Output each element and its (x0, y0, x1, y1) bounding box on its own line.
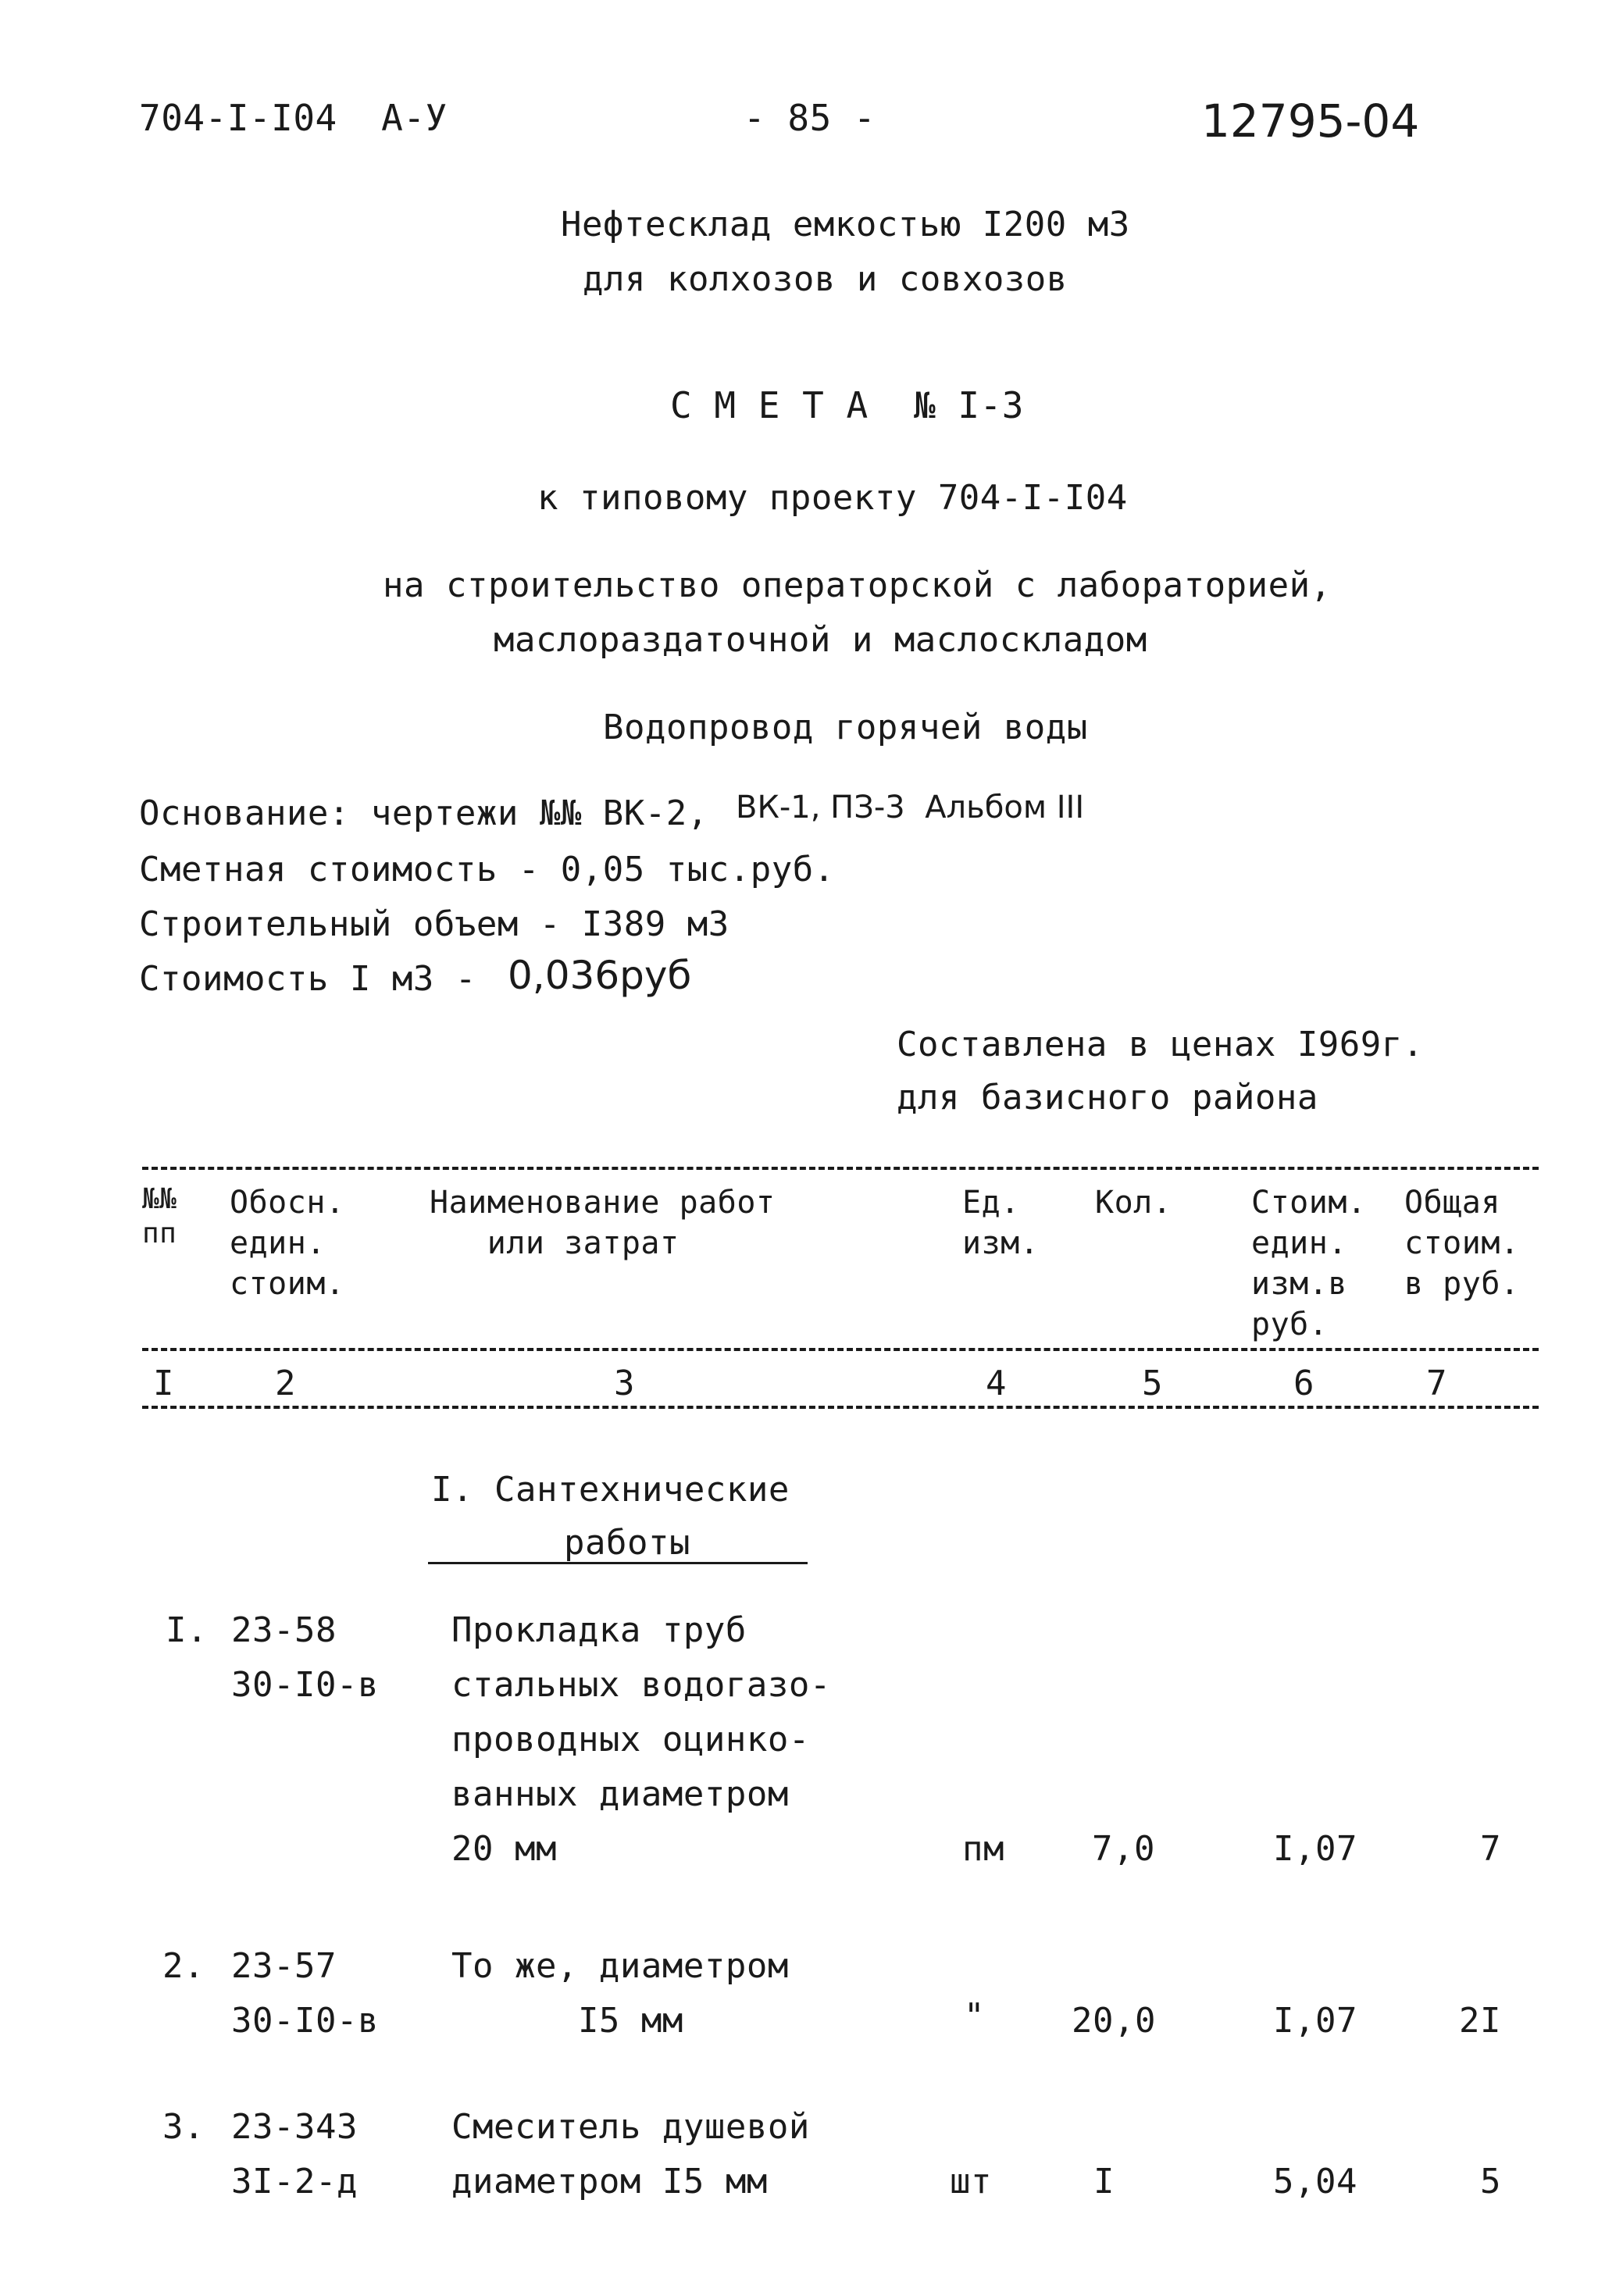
row-1-name-1: Прокладка труб (451, 1610, 747, 1650)
col-number-7: 7 (1426, 1364, 1447, 1403)
smeta-heading: С М Е Т А (670, 384, 869, 426)
row-1-basis-2: 30-I0-в (231, 1665, 379, 1705)
row-3-basis-1: 23-343 (231, 2107, 358, 2147)
row-2-name-2: I5 мм (451, 2001, 683, 2041)
col-header-6: Стоим. един. изм.в руб. (1251, 1185, 1367, 1342)
works-section-title: I. Сантехнические (431, 1470, 790, 1510)
row-3-basis-2: 3I-2-д (231, 2162, 358, 2202)
basis-label: Основание: чертежи №№ ВК-2, (139, 793, 708, 833)
title-line-1: Нефтесклад емкостью I200 м3 (561, 205, 1130, 244)
table-header-rule (142, 1348, 1539, 1351)
col-number-5: 5 (1142, 1364, 1163, 1403)
row-2-basis-2: 30-I0-в (231, 2001, 379, 2041)
section-underline (428, 1562, 808, 1564)
col-header-7: Общая стоим. в руб. (1404, 1185, 1520, 1302)
works-section-title-2: работы (564, 1523, 690, 1563)
basis-handwritten: ВК-1, ПЗ-3 Альбом III (736, 790, 1085, 825)
row-3-name-1: Смеситель душевой (451, 2107, 810, 2147)
row-2-number: 2. (162, 1946, 205, 1986)
title-line-2: для колхозов и совхозов (583, 259, 1068, 299)
row-3-unit: шт (950, 2162, 992, 2202)
purpose-line-1: на строительство операторской с лабораторией, (383, 565, 1332, 605)
row-3-number: 3. (162, 2107, 205, 2147)
smeta-number: № I-3 (914, 384, 1024, 426)
row-2-basis-1: 23-57 (231, 1946, 337, 1986)
col-header-3: Наименование работ или затрат (430, 1185, 776, 1261)
col-number-6: 6 (1293, 1364, 1314, 1403)
estimated-cost: Сметная стоимость - 0,05 тыс.руб. (139, 850, 835, 890)
row-1-number: I. (166, 1610, 208, 1650)
archive-stamp-number: 12795-04 (1201, 94, 1420, 148)
row-3-name-2: диаметром I5 мм (451, 2162, 768, 2202)
col-header-2: Обосн. един. стоим. (230, 1185, 345, 1302)
col-number-3: 3 (614, 1364, 635, 1403)
table-top-rule (142, 1167, 1539, 1170)
row-2-unit-cost: I,07 (1273, 2001, 1357, 2041)
col-number-2: 2 (275, 1364, 296, 1403)
unit-volume-cost-label: Стоимость I м3 - (139, 959, 498, 999)
row-2-quantity: 20,0 (1072, 2001, 1156, 2041)
row-1-name-4: ванных диаметром (451, 1774, 789, 1814)
project-reference: к типовому проекту 704-I-I04 (537, 478, 1128, 518)
row-1-name-2: стальных водогазо- (451, 1665, 831, 1705)
col-header-1: №№ пп (142, 1183, 177, 1250)
row-1-basis-1: 23-58 (231, 1610, 337, 1650)
col-header-5: Кол. (1095, 1185, 1172, 1221)
row-1-unit: пм (962, 1829, 1004, 1869)
col-number-4: 4 (986, 1364, 1007, 1403)
page-number: - 85 - (744, 97, 876, 139)
row-3-quantity: I (1093, 2162, 1115, 2202)
unit-volume-cost-handwritten: 0,036руб (508, 953, 692, 998)
row-2-unit: " (964, 1996, 985, 2036)
row-3-total: 5 (1480, 2162, 1501, 2202)
row-1-quantity: 7,0 (1092, 1829, 1155, 1869)
row-1-name-3: проводных оцинко- (451, 1720, 810, 1759)
col-number-1: I (153, 1364, 174, 1403)
row-2-total: 2I (1459, 2001, 1501, 2041)
section-subtitle: Водопровод горячей воды (603, 708, 1088, 747)
column-number-rule (142, 1406, 1539, 1409)
row-3-unit-cost: 5,04 (1273, 2162, 1357, 2202)
purpose-line-2: маслораздаточной и маслоскладом (494, 620, 1147, 660)
base-region: для базисного района (897, 1078, 1318, 1118)
document-code: 704-I-I04 А-У (139, 97, 448, 139)
col-header-4: Ед. изм. (962, 1185, 1040, 1261)
row-2-name-1: То же, диаметром (451, 1946, 789, 1986)
row-1-name-5: 20 мм (451, 1829, 557, 1869)
prices-year: Составлена в ценах I969г. (897, 1025, 1424, 1064)
row-1-unit-cost: I,07 (1273, 1829, 1357, 1869)
building-volume: Строительный объем - I389 м3 (139, 904, 729, 944)
row-1-total: 7 (1480, 1829, 1501, 1869)
